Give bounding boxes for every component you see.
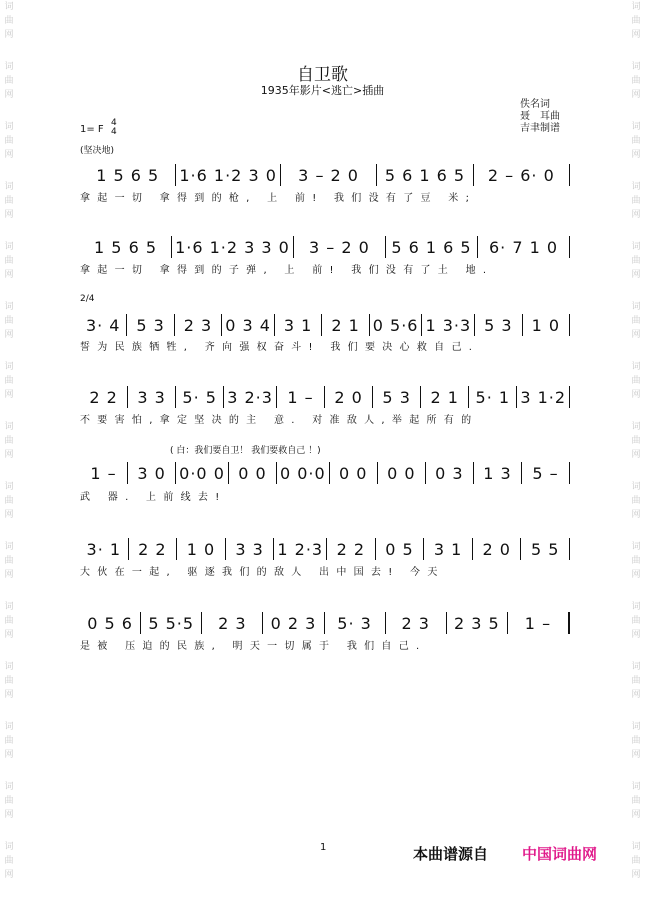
measure: 1 5 6 5 (96, 165, 160, 185)
watermark-char: 曲 (631, 736, 641, 746)
lyric-line: 是被 压迫的民族, 明天一切属于 我们自己. (80, 641, 427, 652)
measure: 1 0 (186, 539, 216, 559)
footer-source-label: 本曲谱源自 (413, 845, 489, 863)
measure: 0 0 (387, 463, 416, 483)
watermark-char: 词 (4, 722, 14, 732)
barline (569, 236, 570, 258)
watermark-char: 词 (631, 782, 641, 792)
watermark-char: 曲 (4, 16, 14, 26)
watermark-char: 词 (4, 422, 14, 432)
barline (569, 462, 570, 484)
watermark-char: 词 (4, 242, 14, 252)
watermark-char: 词 (4, 62, 14, 72)
watermark-char: 词 (4, 782, 14, 792)
measure: 3 – 2 0 (308, 237, 370, 257)
watermark-char: 曲 (631, 136, 641, 146)
lyric-line: 大伙在一起, 驱逐我们的敌人 出中国去! 今天 (80, 567, 445, 578)
watermark-char: 网 (631, 450, 641, 460)
measure: 5 – (532, 463, 559, 483)
page-number: 1 (320, 842, 327, 853)
watermark-char: 词 (631, 602, 641, 612)
measure: 1 2·3 (277, 539, 324, 559)
watermark-char: 网 (4, 750, 14, 760)
watermark-char: 网 (4, 30, 14, 40)
watermark-char: 网 (631, 750, 641, 760)
watermark-char: 网 (631, 210, 641, 220)
tempo-marking: (坚决地) (80, 146, 115, 156)
watermark-char: 曲 (4, 496, 14, 506)
song-subtitle: 1935年影片<逃亡>插曲 (260, 84, 385, 97)
watermark-char: 网 (631, 390, 641, 400)
measure: 0 3 4 (225, 315, 271, 335)
watermark-char: 网 (631, 510, 641, 520)
watermark-char: 网 (631, 870, 641, 880)
watermark-char: 词 (631, 482, 641, 492)
watermark-char: 网 (4, 870, 14, 880)
barline (569, 386, 570, 408)
credits (520, 99, 560, 135)
watermark-char: 词 (631, 62, 641, 72)
notation-line (80, 537, 570, 561)
watermark-char: 词 (631, 722, 641, 732)
measure: 1·6 1·2 3 3 0 (175, 237, 290, 257)
notation-line (80, 235, 570, 259)
watermark-right (630, 0, 642, 900)
watermark-char: 词 (631, 122, 641, 132)
measure: 2 3 5 (453, 613, 500, 633)
watermark-char: 词 (4, 2, 14, 12)
watermark-char: 曲 (631, 76, 641, 86)
measure: 0 0 (238, 463, 267, 483)
watermark-char: 网 (4, 390, 14, 400)
measure: 5 3 (136, 315, 165, 335)
watermark-char: 曲 (631, 16, 641, 26)
measure: 0 5 (385, 539, 414, 559)
time-change-marking: 2/4 (80, 294, 95, 304)
watermark-char: 曲 (631, 856, 641, 866)
key-signature: 1= F (80, 124, 104, 135)
measure: 2 1 (331, 315, 360, 335)
watermark-char: 曲 (631, 376, 641, 386)
measure: 5· 5 (182, 387, 217, 407)
measure: 1 3·3 (425, 315, 472, 335)
measure: 3 2·3 (227, 387, 273, 407)
watermark-char: 网 (631, 690, 641, 700)
watermark-char: 词 (4, 182, 14, 192)
watermark-char: 词 (631, 2, 641, 12)
watermark-char: 词 (631, 302, 641, 312)
measure: 2 0 (482, 539, 511, 559)
measure: 0 5 6 (87, 613, 133, 633)
watermark-char: 网 (631, 570, 641, 580)
watermark-char: 曲 (631, 676, 641, 686)
measure: 3· 4 (85, 315, 121, 335)
lyric-line: 誓为民族牺牲, 齐向强权奋斗! 我们要决心救自己. (80, 342, 480, 353)
watermark-char: 曲 (4, 556, 14, 566)
watermark-char: 曲 (631, 556, 641, 566)
measure: 2 1 (430, 387, 459, 407)
measure: 3 1 (433, 539, 463, 559)
watermark-char: 网 (631, 330, 641, 340)
measure: 5 5 (531, 539, 560, 559)
watermark-char: 曲 (631, 256, 641, 266)
notation-line (80, 385, 570, 409)
watermark-char: 词 (631, 542, 641, 552)
barline (569, 314, 570, 336)
watermark-char: 网 (4, 150, 14, 160)
watermark-char: 曲 (4, 316, 14, 326)
lyricist-credit: 佚名词 (520, 99, 550, 110)
watermark-char: 词 (631, 662, 641, 672)
watermark-char: 网 (4, 450, 14, 460)
measure: 0 0·0 (279, 463, 326, 483)
song-title: 自卫歌 (297, 65, 348, 85)
watermark-char: 词 (4, 602, 14, 612)
watermark-char: 曲 (4, 436, 14, 446)
measure: 3 0 (137, 463, 166, 483)
watermark-char: 曲 (4, 616, 14, 626)
footer-site-name: 中国词曲网 (522, 845, 598, 863)
measure: 1·6 1·2 3 0 (179, 165, 277, 185)
watermark-char: 网 (4, 510, 14, 520)
watermark-char: 网 (4, 810, 14, 820)
measure: 1 – (90, 463, 117, 483)
watermark-char: 网 (4, 690, 14, 700)
measure: 2 3 (183, 315, 213, 335)
measure: 3 3 (235, 539, 264, 559)
notation-line (80, 611, 570, 635)
measure: 5 6 1 6 5 (391, 237, 472, 257)
measure: 0 0 (338, 463, 368, 483)
watermark-char: 曲 (631, 196, 641, 206)
watermark-char: 曲 (4, 736, 14, 746)
measure: 1 – (287, 387, 314, 407)
notation-line (80, 313, 570, 337)
measure: 1 5 6 5 (94, 237, 158, 257)
watermark-char: 网 (4, 630, 14, 640)
watermark-char: 曲 (631, 316, 641, 326)
measure: 5 6 1 6 5 (384, 165, 466, 185)
watermark-char: 网 (631, 810, 641, 820)
barline (569, 538, 570, 560)
watermark-char: 词 (631, 842, 641, 852)
watermark-char: 网 (631, 150, 641, 160)
measure: 6· 7 1 0 (488, 237, 559, 257)
composer-credit: 聂 耳曲 (520, 111, 560, 122)
measure: 2 0 (334, 387, 363, 407)
watermark-char: 词 (631, 242, 641, 252)
watermark-char: 词 (4, 122, 14, 132)
watermark-char: 曲 (4, 76, 14, 86)
watermark-char: 曲 (4, 256, 14, 266)
measure: 5· 1 (475, 387, 511, 407)
lyric-line: 武 器. 上前线去! (80, 492, 227, 503)
watermark-char: 曲 (631, 796, 641, 806)
watermark-char: 词 (4, 302, 14, 312)
watermark-char: 词 (4, 842, 14, 852)
measure: 1 0 (531, 315, 561, 335)
measure: 0 5·6 (372, 315, 419, 335)
time-signature: 4 4 (111, 118, 117, 137)
measure: 2 2 (336, 539, 366, 559)
measure: 3 1 (283, 315, 313, 335)
measure: 2 3 (218, 613, 247, 633)
watermark-char: 曲 (631, 436, 641, 446)
watermark-char: 网 (631, 90, 641, 100)
measure: 0 2 3 (270, 613, 317, 633)
watermark-char: 网 (4, 330, 14, 340)
watermark-char: 词 (4, 482, 14, 492)
notation-line (80, 461, 570, 485)
notation-line (80, 163, 570, 187)
measure: 5 5·5 (148, 613, 195, 633)
watermark-char: 词 (4, 362, 14, 372)
watermark-char: 词 (631, 182, 641, 192)
measure: 1 3 (483, 463, 512, 483)
watermark-char: 曲 (4, 196, 14, 206)
measure: 3 1·2 (520, 387, 567, 407)
watermark-char: 曲 (4, 856, 14, 866)
measure: 0·0 0 (179, 463, 225, 483)
watermark-char: 词 (631, 362, 641, 372)
watermark-char: 网 (631, 630, 641, 640)
lyric-line: 不要害怕,拿定坚决的主 意. 对准敌人,举起所有的 (80, 415, 479, 426)
measure: 2 2 (89, 387, 118, 407)
measure: 3 3 (137, 387, 166, 407)
watermark-char: 网 (4, 210, 14, 220)
watermark-char: 网 (4, 570, 14, 580)
watermark-char: 网 (631, 270, 641, 280)
measure: 2 3 (401, 613, 430, 633)
lyric-line: 拿起一切 拿得到的枪, 上 前! 我们没有了豆 米; (80, 193, 477, 204)
transcriber-credit: 吉聿制谱 (520, 123, 560, 134)
measure: 2 2 (138, 539, 167, 559)
watermark-char: 网 (631, 30, 641, 40)
measure: 2 – 6· 0 (487, 165, 555, 185)
barline (568, 612, 570, 634)
measure: 0 3 (435, 463, 464, 483)
measure: 3· 1 (86, 539, 122, 559)
measure: 5· 3 (337, 613, 372, 633)
watermark-char: 词 (4, 662, 14, 672)
measure: 5 3 (484, 315, 513, 335)
measure: 1 – (524, 613, 552, 633)
watermark-char: 曲 (4, 136, 14, 146)
watermark-char: 词 (4, 542, 14, 552)
measure: 5 3 (382, 387, 411, 407)
spoken-text: ( 白：我们要自卫！ 我们要救自己 ！) (170, 446, 321, 456)
watermark-char: 曲 (631, 616, 641, 626)
watermark-char: 网 (4, 90, 14, 100)
watermark-char: 网 (4, 270, 14, 280)
watermark-char: 曲 (4, 676, 14, 686)
watermark-char: 曲 (4, 796, 14, 806)
watermark-char: 曲 (4, 376, 14, 386)
barline (569, 164, 570, 186)
measure: 3 – 2 0 (298, 165, 359, 185)
watermark-left (3, 0, 15, 900)
watermark-char: 词 (631, 422, 641, 432)
lyric-line: 拿起一切 拿得到的子弹, 上 前! 我们没有了土 地. (80, 265, 494, 276)
watermark-char: 曲 (631, 496, 641, 506)
